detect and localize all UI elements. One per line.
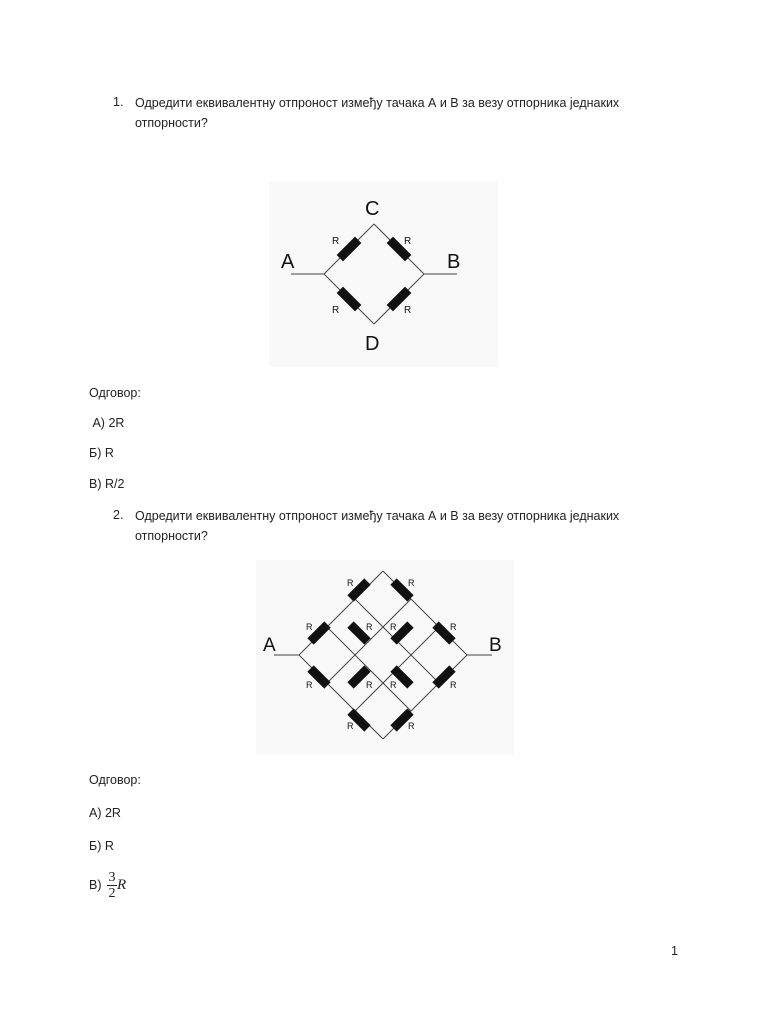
fraction-denominator: 2 xyxy=(108,886,116,901)
answer-label-2: Одговор: xyxy=(89,773,141,787)
node-label-a: A xyxy=(281,251,295,273)
node-label-d: D xyxy=(365,333,380,355)
fraction xyxy=(107,870,117,901)
option-2b: Б) R xyxy=(89,839,114,853)
option-1c: В) R/2 xyxy=(89,477,125,491)
fraction-numerator: 3 xyxy=(108,870,116,885)
question-1-text: Одредити еквивалентну отпроност између тачака А и В за везу отпорника једнаких отпорности? xyxy=(135,96,620,130)
option-2c xyxy=(89,870,126,901)
node-label-a: A xyxy=(263,635,276,656)
resistor-label: R xyxy=(404,305,412,316)
resistor-label: R xyxy=(366,680,373,690)
resistor-label: R xyxy=(390,680,397,690)
option-1b: Б) R xyxy=(89,446,114,460)
resistor-label: R xyxy=(408,578,415,588)
answer-label-1: Одговор: xyxy=(89,386,141,400)
resistor-label: R xyxy=(450,622,457,632)
option-2a: А) 2R xyxy=(89,806,121,820)
option-2c-variable: R xyxy=(116,877,127,893)
page-number: 1 xyxy=(671,944,678,958)
resistor-label: R xyxy=(347,721,354,731)
option-1a: А) 2R xyxy=(89,416,125,430)
resistor-label: R xyxy=(450,680,457,690)
resistor-label: R xyxy=(332,236,340,247)
resistor-ad xyxy=(337,287,362,312)
figure-1-bridge-circuit xyxy=(269,181,498,367)
resistor-label: R xyxy=(347,578,354,588)
question-2-number: 2. xyxy=(113,508,124,522)
figure-2-grid-circuit xyxy=(256,560,514,755)
resistor-ac xyxy=(337,237,362,262)
node-label-b: B xyxy=(447,251,461,273)
resistor-label: R xyxy=(306,680,313,690)
resistor-label: R xyxy=(390,622,397,632)
resistor-label: R xyxy=(332,305,340,316)
resistor-label: R xyxy=(366,622,373,632)
resistor-label: R xyxy=(306,622,313,632)
node-label-b: B xyxy=(489,635,502,656)
option-2c-prefix: В) xyxy=(89,877,102,892)
question-2-text: Одредити еквивалентну отпроност између тачака А и В за везу отпорника једнаких отпорности? xyxy=(135,509,620,543)
resistor-label: R xyxy=(408,721,415,731)
resistor-label: R xyxy=(404,236,412,247)
question-1-number: 1. xyxy=(113,95,124,109)
node-label-c: C xyxy=(365,198,380,220)
